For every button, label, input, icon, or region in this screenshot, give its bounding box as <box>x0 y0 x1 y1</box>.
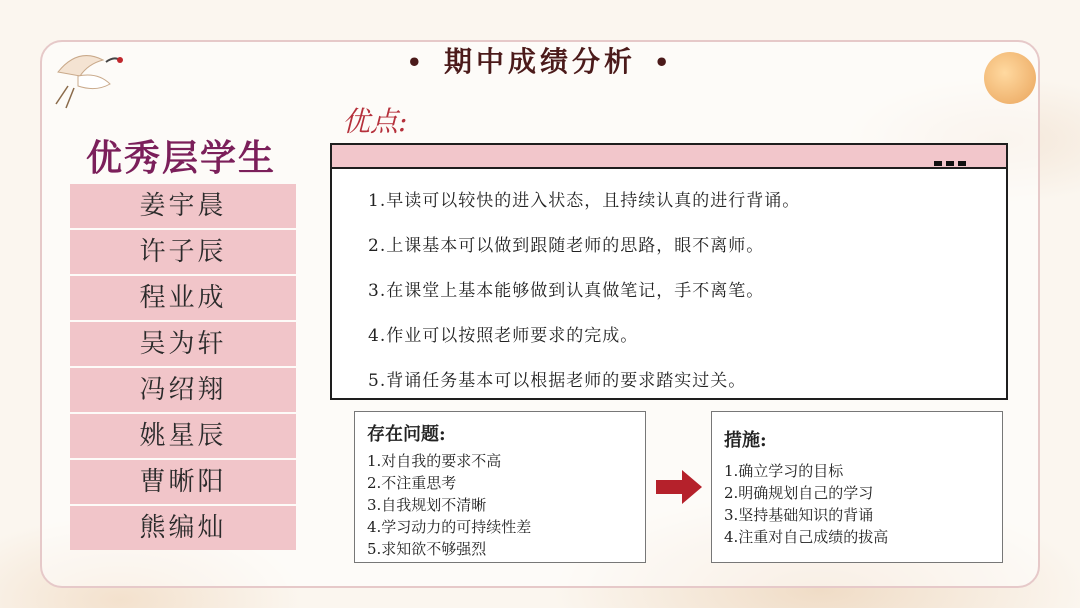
measure-item: 4.注重对自己成绩的拔高 <box>724 528 889 546</box>
page-title: • 期中成绩分析 • <box>406 45 674 78</box>
advantages-label: 优点: <box>342 105 408 138</box>
advantage-item: 5.背诵任务基本可以根据老师的要求踏实过关。 <box>368 371 747 391</box>
advantage-item: 4.作业可以按照老师要求的完成。 <box>368 326 639 346</box>
student-name: 曹晰阳 <box>70 460 296 504</box>
measures-heading: 措施: <box>724 430 767 451</box>
student-group-heading: 优秀层学生 <box>86 137 277 179</box>
problem-item: 4.学习动力的可持续性差 <box>367 518 532 536</box>
problems-heading: 存在问题: <box>367 424 446 445</box>
student-name: 吴为轩 <box>70 322 296 366</box>
student-name: 姜宇晨 <box>70 184 296 228</box>
right-arrow-icon <box>656 470 702 504</box>
advantage-item: 1.早读可以较快的进入状态，且持续认真的进行背诵。 <box>368 191 801 211</box>
student-name: 姚星辰 <box>70 414 296 458</box>
measure-item: 3.坚持基础知识的背诵 <box>724 506 874 524</box>
problems-box <box>354 411 646 563</box>
problem-item: 2.不注重思考 <box>367 474 457 492</box>
student-list <box>70 184 296 552</box>
problems-list <box>367 450 633 560</box>
problem-item: 3.自我规划不清晰 <box>367 496 487 514</box>
problem-item: 1.对自我的要求不高 <box>367 452 502 470</box>
advantages-header-bar <box>332 145 1006 169</box>
measure-item: 1.确立学习的目标 <box>724 462 844 480</box>
advantage-item: 3.在课堂上基本能够做到认真做笔记，手不离笔。 <box>368 281 765 301</box>
advantages-list <box>332 169 1006 404</box>
student-name: 程业成 <box>70 276 296 320</box>
student-name: 熊编灿 <box>70 506 296 550</box>
problem-item: 5.求知欲不够强烈 <box>367 540 487 558</box>
measures-list <box>724 460 990 548</box>
page-title-text: 期中成绩分析 <box>443 45 636 78</box>
more-dots-icon <box>930 151 966 170</box>
measure-item: 2.明确规划自己的学习 <box>724 484 874 502</box>
student-name: 许子辰 <box>70 230 296 274</box>
advantages-box <box>330 143 1008 400</box>
student-name: 冯绍翔 <box>70 368 296 412</box>
advantage-item: 2.上课基本可以做到跟随老师的思路，眼不离师。 <box>368 236 765 256</box>
measures-box <box>711 411 1003 563</box>
